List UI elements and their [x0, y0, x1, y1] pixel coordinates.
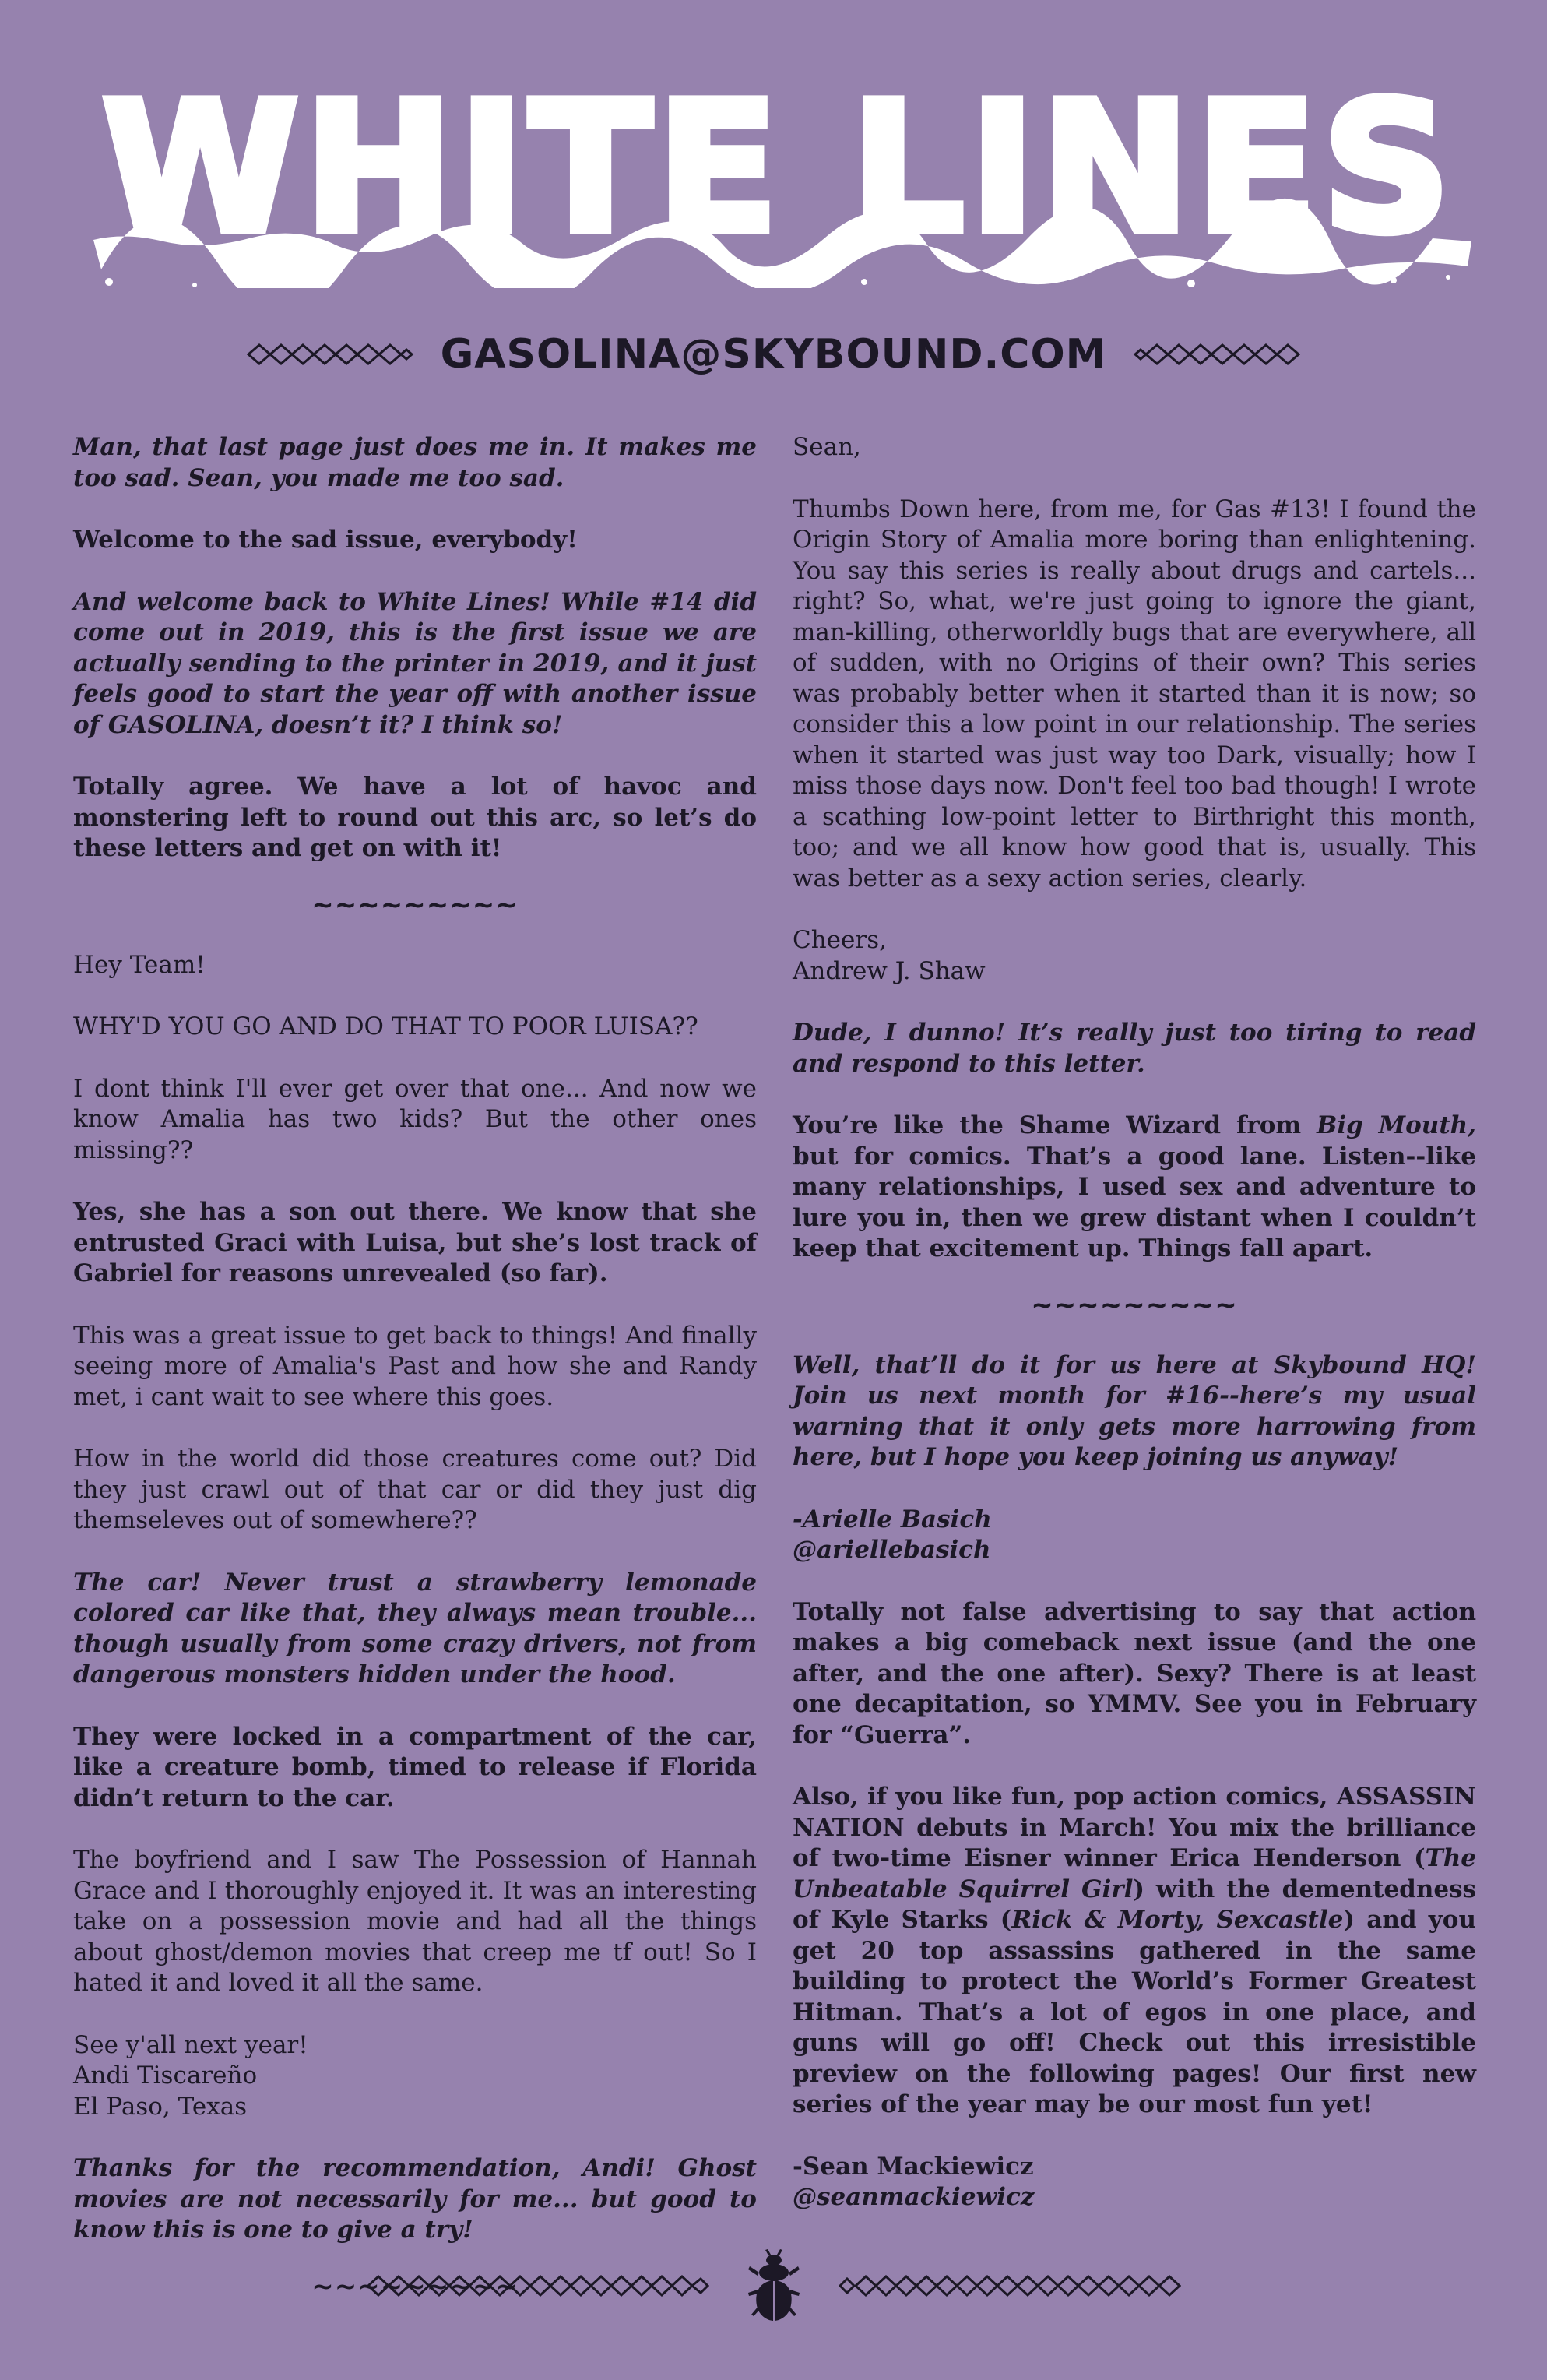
section-separator: ~~~~~~~~~ — [311, 889, 519, 921]
title-squirrel-girl: The Unbeatable Squirrel Girl — [793, 1844, 1476, 1903]
editor-signoff: Well, that’ll do it for us here at Skybound HQ! Join us next month for #16--here’s my usual warning that it only gets more harrowing from here, but I hope you keep joining us anyway! — [793, 1350, 1476, 1471]
reader-letter: The boyfriend and I saw The Possession of Hannah Grace and I thoroughly enjoyed it. It was an interesting take on a possession movie and had all the things about ghost/demon movies that creep me tf out! So I hated it and loved it all the same. — [73, 1846, 757, 1997]
signature-line: Cheers, — [793, 926, 887, 954]
author-handle: @seanmackiewicz — [793, 2183, 1035, 2211]
editor-reply: Welcome to the sad issue, everybody! — [73, 526, 578, 554]
masthead-title: WHITE LINES — [101, 65, 1456, 273]
section-separator: ~~~~~~~~~ — [1031, 1289, 1238, 1321]
reader-signature — [793, 925, 1476, 987]
masthead — [78, 62, 1479, 288]
editor-reply: The car! Never trust a strawberry lemonade colored car like that, they always mean trouble... though usually from some crazy drivers, not from dangerous monsters hidden under the hood. — [73, 1568, 757, 1688]
masthead-logo — [78, 62, 1479, 288]
diamond-ornament-left — [367, 2273, 709, 2299]
editor-promo: Also, if you like fun, pop action comics, ASSASSIN NATION debuts in March! You mix the brilliance of two-time Eisner winner Erica Henderson (The Unbeatable Squirrel Girl) with the dementedness of Kyle Starks (Rick & Morty, Sexcastle) and you get 20 top assassins gathered in the same building to protect the World’s Former Greatest Hitman. That’s a lot of egos in one place, and guns will go off! Check out this irresistible preview on the following pages! Our first new series of the year may be our most fun yet! — [793, 1783, 1477, 2118]
author-name: -Sean Mackiewicz — [793, 2152, 1034, 2181]
scarab-beetle-icon — [747, 2249, 801, 2323]
reader-letter: I dont think I'll ever get over that one... And now we know Amalia has two kids? But the other ones missing?? — [73, 1074, 757, 1164]
reader-letter: Sean, — [793, 433, 861, 461]
editor-reply: Yes, she has a son out there. We know that she entrusted Graci with Luisa, but she’s lost track of Gabriel for reasons unrevealed (so far). — [73, 1198, 757, 1287]
title-big-mouth: Big Mouth, — [1317, 1111, 1476, 1139]
editor-reply: Thanks for the recommendation, Andi! Ghost movies are not necessarily for me... but good to know this is one to give a try! — [73, 2154, 757, 2244]
author-handle: @ariellebasich — [793, 1536, 991, 1564]
section-separator: ~~~~~~~~~ — [311, 2270, 519, 2302]
signature-name: Andrew J. Shaw — [793, 956, 986, 985]
diamond-ornament-left — [247, 341, 414, 368]
reader-letter: Thumbs Down here, from me, for Gas #13! I found the Origin Story of Amalia more boring than enlightening. You say this series is really about drugs and cartels... right? So, what, we're just going to ignore the giant, man-killing, otherworldly bugs that are everywhere, all of sudden, with no Origins of their own? This series was probably better when it started than it is now; so consider this a low point in our relationship. The series when it started was just way too Dark, visually; how I miss those days now. Don't feel too bad though! I wrote a scathing low-point letter to Birthright this month, too; and we all know how good that is, usually. This was better as a sexy action series, clearly. — [793, 495, 1476, 892]
author-signature — [793, 2152, 1476, 2213]
editor-reply: Dude, I dunno! It’s really just too tiring to read and respond to this letter. — [793, 1019, 1476, 1078]
title-rick-morty-sexcastle: Rick & Morty, Sexcastle — [1011, 1906, 1344, 1934]
contact-email[interactable]: GASOLINA@SKYBOUND.COM — [440, 331, 1107, 378]
email-row — [0, 323, 1547, 386]
editor-reply: They were locked in a compartment of the car, like a creature bomb, timed to release if Florida didn’t return to the car. — [73, 1722, 757, 1812]
reader-letter: This was a great issue to get back to things! And finally seeing more of Amalia's Past and how she and Randy met, i cant wait to see where this goes. — [73, 1321, 757, 1411]
diamond-ornament-right — [839, 2273, 1181, 2299]
author-signature — [793, 1505, 1476, 1566]
editor-reply: You’re like the Shame Wizard from Big Mouth, but for comics. That’s a good lane. Listen--like many relationships, I used sex and adventure to lure you in, then we grew distant when I couldn’t keep that excitement up. Things fall apart. — [793, 1111, 1476, 1262]
reader-letter: WHY'D YOU GO AND DO THAT TO POOR LUISA?? — [73, 1012, 698, 1040]
reader-letter: How in the world did those creatures come out? Did they just crawl out of that car or did they just dig themseleves out of somewhere?? — [73, 1445, 757, 1534]
letters-column-left — [73, 432, 757, 2332]
diamond-ornament-right — [1133, 341, 1300, 368]
signature-location: El Paso, Texas — [73, 2092, 248, 2121]
signature-line: See y'all next year! — [73, 2030, 308, 2059]
editor-reply: Totally agree. We have a lot of havoc and monstering left to round out this arc, so let’s do these letters and get on with it! — [73, 773, 757, 862]
letters-column-right — [793, 432, 1476, 2244]
editor-reply: And welcome back to White Lines! While #14 did come out in 2019, this is the first issue we are actually sending to the printer in 2019, and it just feels good to start the year off with another issue of GASOLINA, doesn’t it? I think so! — [73, 587, 757, 739]
editor-reply: Man, that last page just does me in. It makes me too sad. Sean, you made me too sad. — [73, 433, 757, 492]
author-name: -Arielle Basich — [793, 1505, 992, 1533]
signature-name: Andi Tiscareño — [73, 2061, 258, 2090]
reader-signature — [73, 2030, 757, 2123]
editor-reply: Totally not false advertising to say that action makes a big comeback next issue (and the one after, and the one after). Sexy? There is at least one decapitation, so YMMV. See you in February for “Guerra”. — [793, 1597, 1476, 1749]
footer-ornament — [0, 2243, 1547, 2329]
reader-letter: Hey Team! — [73, 950, 206, 979]
